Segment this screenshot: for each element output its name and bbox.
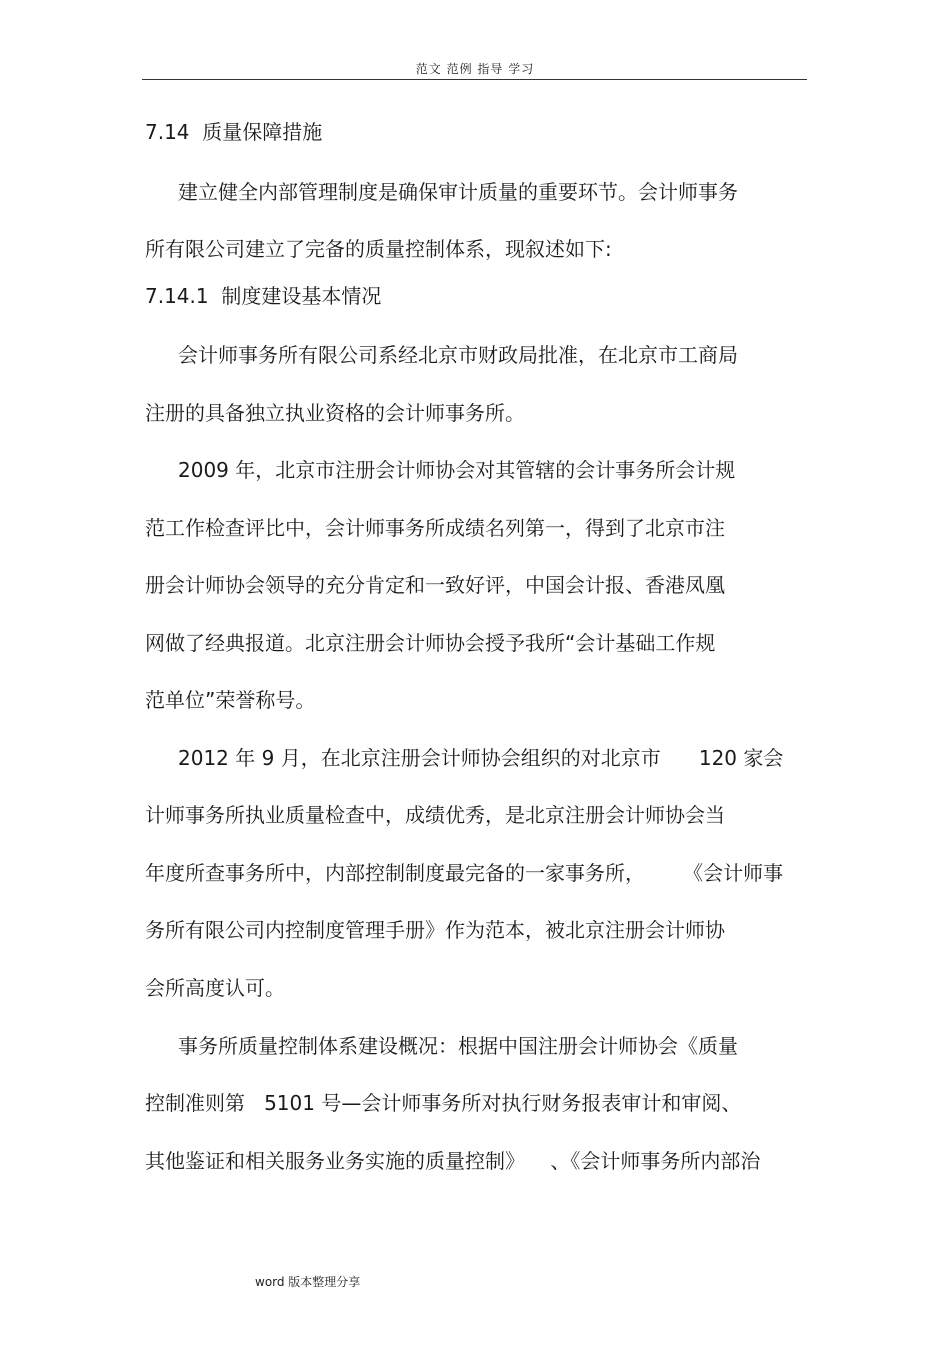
section-heading-7-14: 7.14 质量保障措施 (145, 120, 323, 144)
paragraph-line: 2009 年，北京市注册会计师协会对其管辖的会计事务所会计规 (178, 458, 736, 482)
paragraph-line: 控制准则第 5101 号—会计师事务所对执行财务报表审计和审阅、 (145, 1091, 742, 1115)
paragraph-line: 注册的具备独立执业资格的会计师事务所。 (145, 401, 525, 425)
paragraph-line: 其他鉴证和相关服务业务实施的质量控制》 、《会计师事务所内部治 (145, 1149, 761, 1173)
page-footer: word 版本整理分享 (255, 1275, 361, 1289)
paragraph-line: 2012 年 9 月，在北京注册会计师协会组织的对北京市 120 家会 (178, 746, 784, 770)
paragraph-line: 所有限公司建立了完备的质量控制体系，现叙述如下: (145, 237, 612, 261)
paragraph-line: 事务所质量控制体系建设概况：根据中国注册会计师协会《质量 (178, 1034, 738, 1058)
header-divider (142, 79, 807, 80)
paragraph-line: 务所有限公司内控制度管理手册》作为范本，被北京注册会计师协 (145, 918, 725, 942)
section-heading-7-14-1: 7.14.1 制度建设基本情况 (145, 284, 382, 308)
paragraph-line: 会所高度认可。 (145, 976, 285, 1000)
paragraph-line: 计师事务所执业质量检查中，成绩优秀，是北京注册会计师协会当 (145, 803, 725, 827)
paragraph-line: 会计师事务所有限公司系经北京市财政局批准，在北京市工商局 (178, 343, 738, 367)
paragraph-line: 范工作检查评比中，会计师事务所成绩名列第一，得到了北京市注 (145, 516, 725, 540)
paragraph-line: 网做了经典报道。北京注册会计师协会授予我所“会计基础工作规 (145, 631, 716, 655)
paragraph-line: 建立健全内部管理制度是确保审计质量的重要环节。会计师事务 (178, 180, 738, 204)
paragraph-line: 年度所查事务所中，内部控制制度最完备的一家事务所， 《会计师事 (145, 861, 784, 885)
paragraph-line: 范单位”荣誉称号。 (145, 688, 316, 712)
page-header: 范文 范例 指导 学习 (415, 62, 535, 76)
paragraph-line: 册会计师协会领导的充分肯定和一致好评，中国会计报、香港凤凰 (145, 573, 725, 597)
